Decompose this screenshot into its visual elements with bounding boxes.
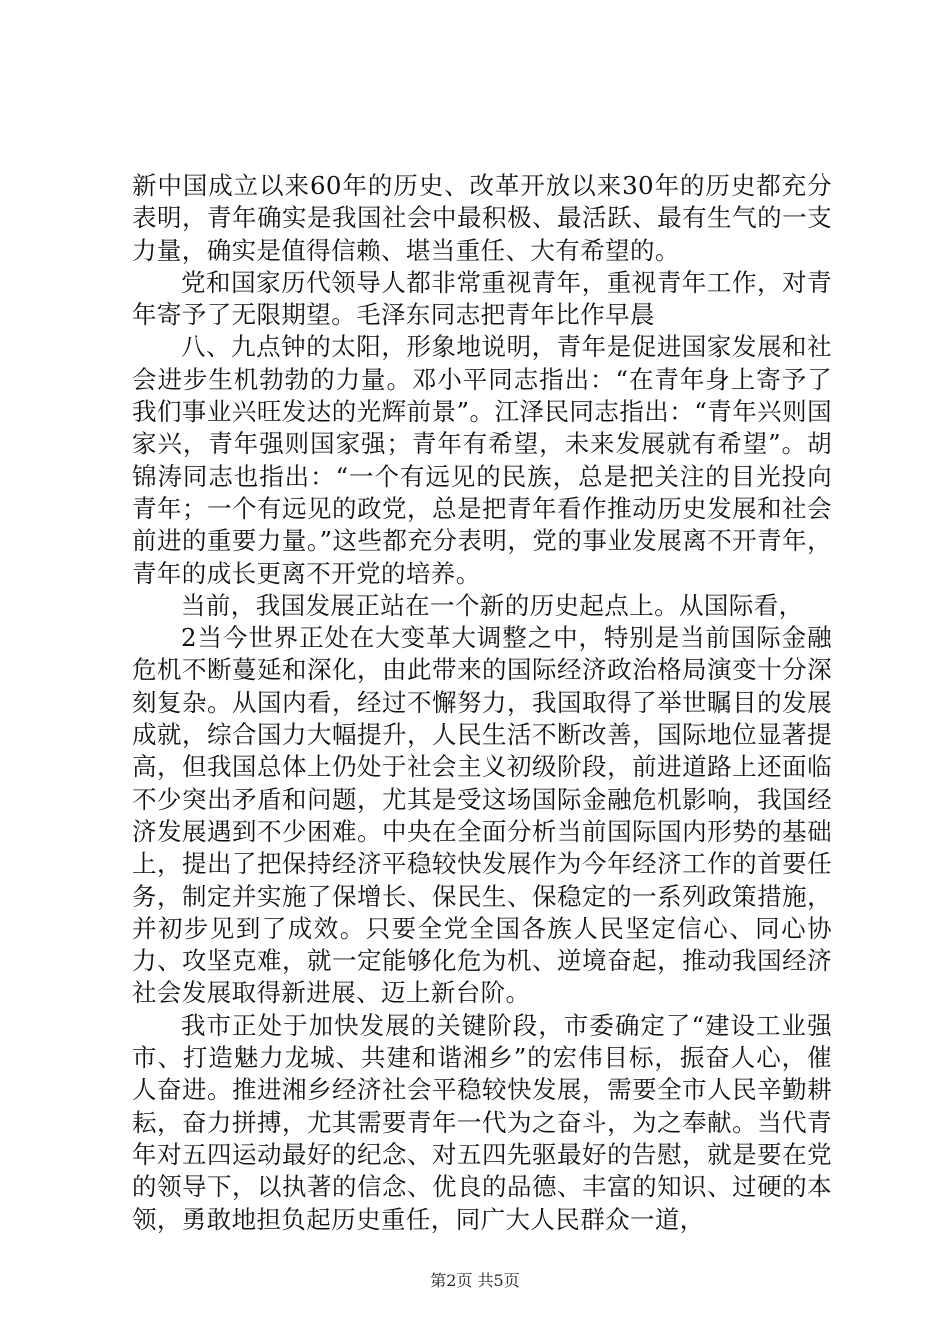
page-footer (0, 1271, 950, 1291)
paragraph-6: 我市正处于加快发展的关键阶段，市委确定了“建设工业强市、打造魅力龙城、共建和谐湘乡”的宏伟目标，振奋人心，催人奋进。推进湘乡经济社会平稳较快发展，需要全市人民辛勤耕耘，奋力拼搏，尤其需要青年一代为之奋斗，为之奉献。当代青年对五四运动最好的纪念、对五四先驱最好的告慰，就是要在党的领导下，以执著的信念、优良的品德、丰富的知识、过硬的本领，勇敢地担负起历史重任，同广大人民群众一道， (132, 1010, 832, 1234)
paragraph-2: 党和国家历代领导人都非常重视青年，重视青年工作，对青年寄予了无限期望。毛泽东同志把青年比作早晨 (132, 267, 832, 330)
paragraph-4: 当前，我国发展正站在一个新的历史起点上。从国际看， (181, 590, 804, 620)
document-body (132, 170, 832, 1236)
paragraph-1: 新中国成立以来60年的历史、改革开放以来30年的历史都充分表明，青年确实是我国社会中最积极、最活跃、最有生气的一支力量，确实是值得信赖、堪当重任、大有希望的。 (132, 171, 832, 265)
paragraph-3: 八、九点钟的太阳，形象地说明，青年是促进国家发展和社会进步生机勃勃的力量。邓小平同志指出：“在青年身上寄予了我们事业兴旺发达的光辉前景”。江泽民同志指出：“青年兴则国家兴，青年强则国家强；青年有希望，未来发展就有希望”。胡锦涛同志也指出：“一个有远见的民族，总是把关注的目光投向青年；一个有远见的政党，总是把青年看作推动历史发展和社会前进的重要力量。”这些都充分表明，党的事业发展离不开青年，青年的成长更离不开党的培养。 (132, 332, 832, 588)
page-number-label: 第2页 共5页 (430, 1271, 520, 1290)
paragraph-5: 2当今世界正处在大变革大调整之中，特别是当前国际金融危机不断蔓延和深化，由此带来的国际经济政治格局演变十分深刻复杂。从国内看，经过不懈努力，我国取得了举世瞩目的发展成就，综合国力大幅提升，人民生活不断改善，国际地位显著提高，但我国总体上仍处于社会主义初级阶段，前进道路上还面临不少突出矛盾和问题，尤其是受这场国际金融危机影响，我国经济发展遇到不少困难。中央在全面分析当前国际国内形势的基础上，提出了把保持经济平稳较快发展作为今年经济工作的首要任务，制定并实施了保增长、保民生、保稳定的一系列政策措施，并初步见到了成效。只要全党全国各族人民坚定信心、同心协力、攻坚克难，就一定能够化危为机、逆境奋起，推动我国经济社会发展取得新进展、迈上新台阶。 (132, 623, 832, 1008)
